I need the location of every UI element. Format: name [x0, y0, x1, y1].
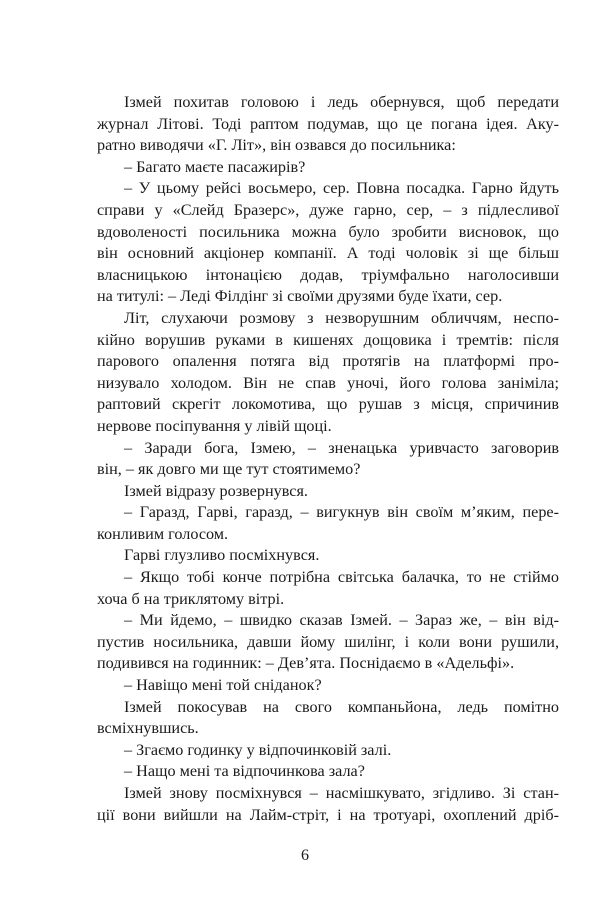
- paragraph: [97, 308, 559, 438]
- text-line: хоча б на триклятому вітрі.: [97, 589, 285, 608]
- text-line: подивився на годинник: – Дев’ята. Поснідаємо в «Адельфі».: [97, 654, 515, 673]
- paragraph: [97, 481, 559, 503]
- text-line: справи у «Слейд Бразерс», дуже гарно, сер, – з підлесливої: [97, 200, 559, 219]
- paragraph: [97, 740, 559, 762]
- text-line: Ізмей знову посміхнувся – насмішкувато, згідливо. Зі стан-: [124, 784, 559, 802]
- text-line: всміхнувшись.: [97, 719, 199, 738]
- paragraph: [97, 157, 559, 179]
- text-line: – Нащо мені та відпочинкова зала?: [124, 762, 365, 781]
- text-line: вдоволеності посильника можна було зробити висновок, що: [97, 222, 559, 241]
- paragraph: [97, 675, 559, 697]
- text-line: – Навіщо мені той сніданок?: [124, 676, 322, 695]
- paragraph: [97, 438, 559, 481]
- text-line: журнал Літові. Тоді раптом подумав, що це погана ідея. Аку-: [97, 114, 559, 133]
- paragraph: [97, 761, 559, 783]
- text-line: – Згаємо годинку у відпочинковій залі.: [124, 740, 392, 759]
- text-line: ратно виводячи «Г. Літ», він озвався до посильника:: [97, 136, 456, 155]
- text-line: Літ, слухаючи розмову з незворушним обличчям, неспо-: [124, 308, 559, 327]
- text-line: кійно ворушив руками в кишенях дощовика і тремтів: після: [97, 330, 559, 349]
- text-line: раптовий скрегіт локомотива, що рушав з місця, спричинив: [97, 395, 559, 414]
- text-line: на титулі: – Леді Філдінг зі своїми друзями буде їхати, сер.: [97, 287, 503, 306]
- paragraph: [97, 545, 559, 567]
- paragraph: [97, 567, 559, 610]
- paragraph: [97, 783, 559, 826]
- text-line: парового опалення потяга від протягів на платформі про-: [97, 352, 559, 371]
- text-line: Ізмей похитав головою і ледь обернувся, щоб передати: [124, 93, 559, 111]
- paragraph: [97, 610, 559, 675]
- text-line: ції вони вийшли на Лайм-стріт, і на тротуарі, охоплений дріб-: [97, 805, 559, 824]
- text-line: конливим голосом.: [97, 524, 229, 543]
- paragraph: [97, 92, 559, 157]
- text-line: низувало холодом. Він не спав уночі, його голова заніміла;: [97, 373, 559, 392]
- text-line: – У цьому рейсі восьмеро, сер. Повна посадка. Гарно йдуть: [124, 179, 559, 198]
- text-line: – Якщо тобі конче потрібна світська балачка, то не стіймо: [124, 568, 559, 587]
- text-line: Ізмей відразу розвернувся.: [124, 481, 308, 500]
- text-line: Гарві глузливо посміхнувся.: [124, 546, 320, 565]
- text-line: він основний акціонер компанії. А тоді чоловік зі ще більш: [97, 244, 559, 263]
- text-line: він, – як довго ми ще тут стоятимемо?: [97, 460, 361, 479]
- text-line: Ізмей покосував на свого компаньйона, ледь помітно: [124, 697, 559, 716]
- paragraph: [97, 178, 559, 308]
- text-line: – Заради бога, Ізмею, – зненацька уривчасто заговорив: [124, 438, 559, 457]
- text-line: власницькою інтонацією додав, тріумфально наголосивши: [97, 265, 559, 284]
- text-line: – Багато маєте пасажирів?: [124, 157, 306, 176]
- page-number: 6: [301, 847, 309, 864]
- paragraph: [97, 502, 559, 545]
- text-line: – Ми йдемо, – швидко сказав Ізмей. – Зараз же, – він від-: [124, 611, 559, 630]
- page-body-text: [97, 92, 559, 826]
- text-line: пустив носильника, давши йому шилінг, і коли вони рушили,: [97, 632, 559, 651]
- text-line: нервове посіпування у лівій щоці.: [97, 416, 332, 435]
- text-line: – Гаразд, Гарві, гаразд, – вигукнув він своїм м’яким, пере-: [124, 503, 559, 522]
- paragraph: [97, 697, 559, 740]
